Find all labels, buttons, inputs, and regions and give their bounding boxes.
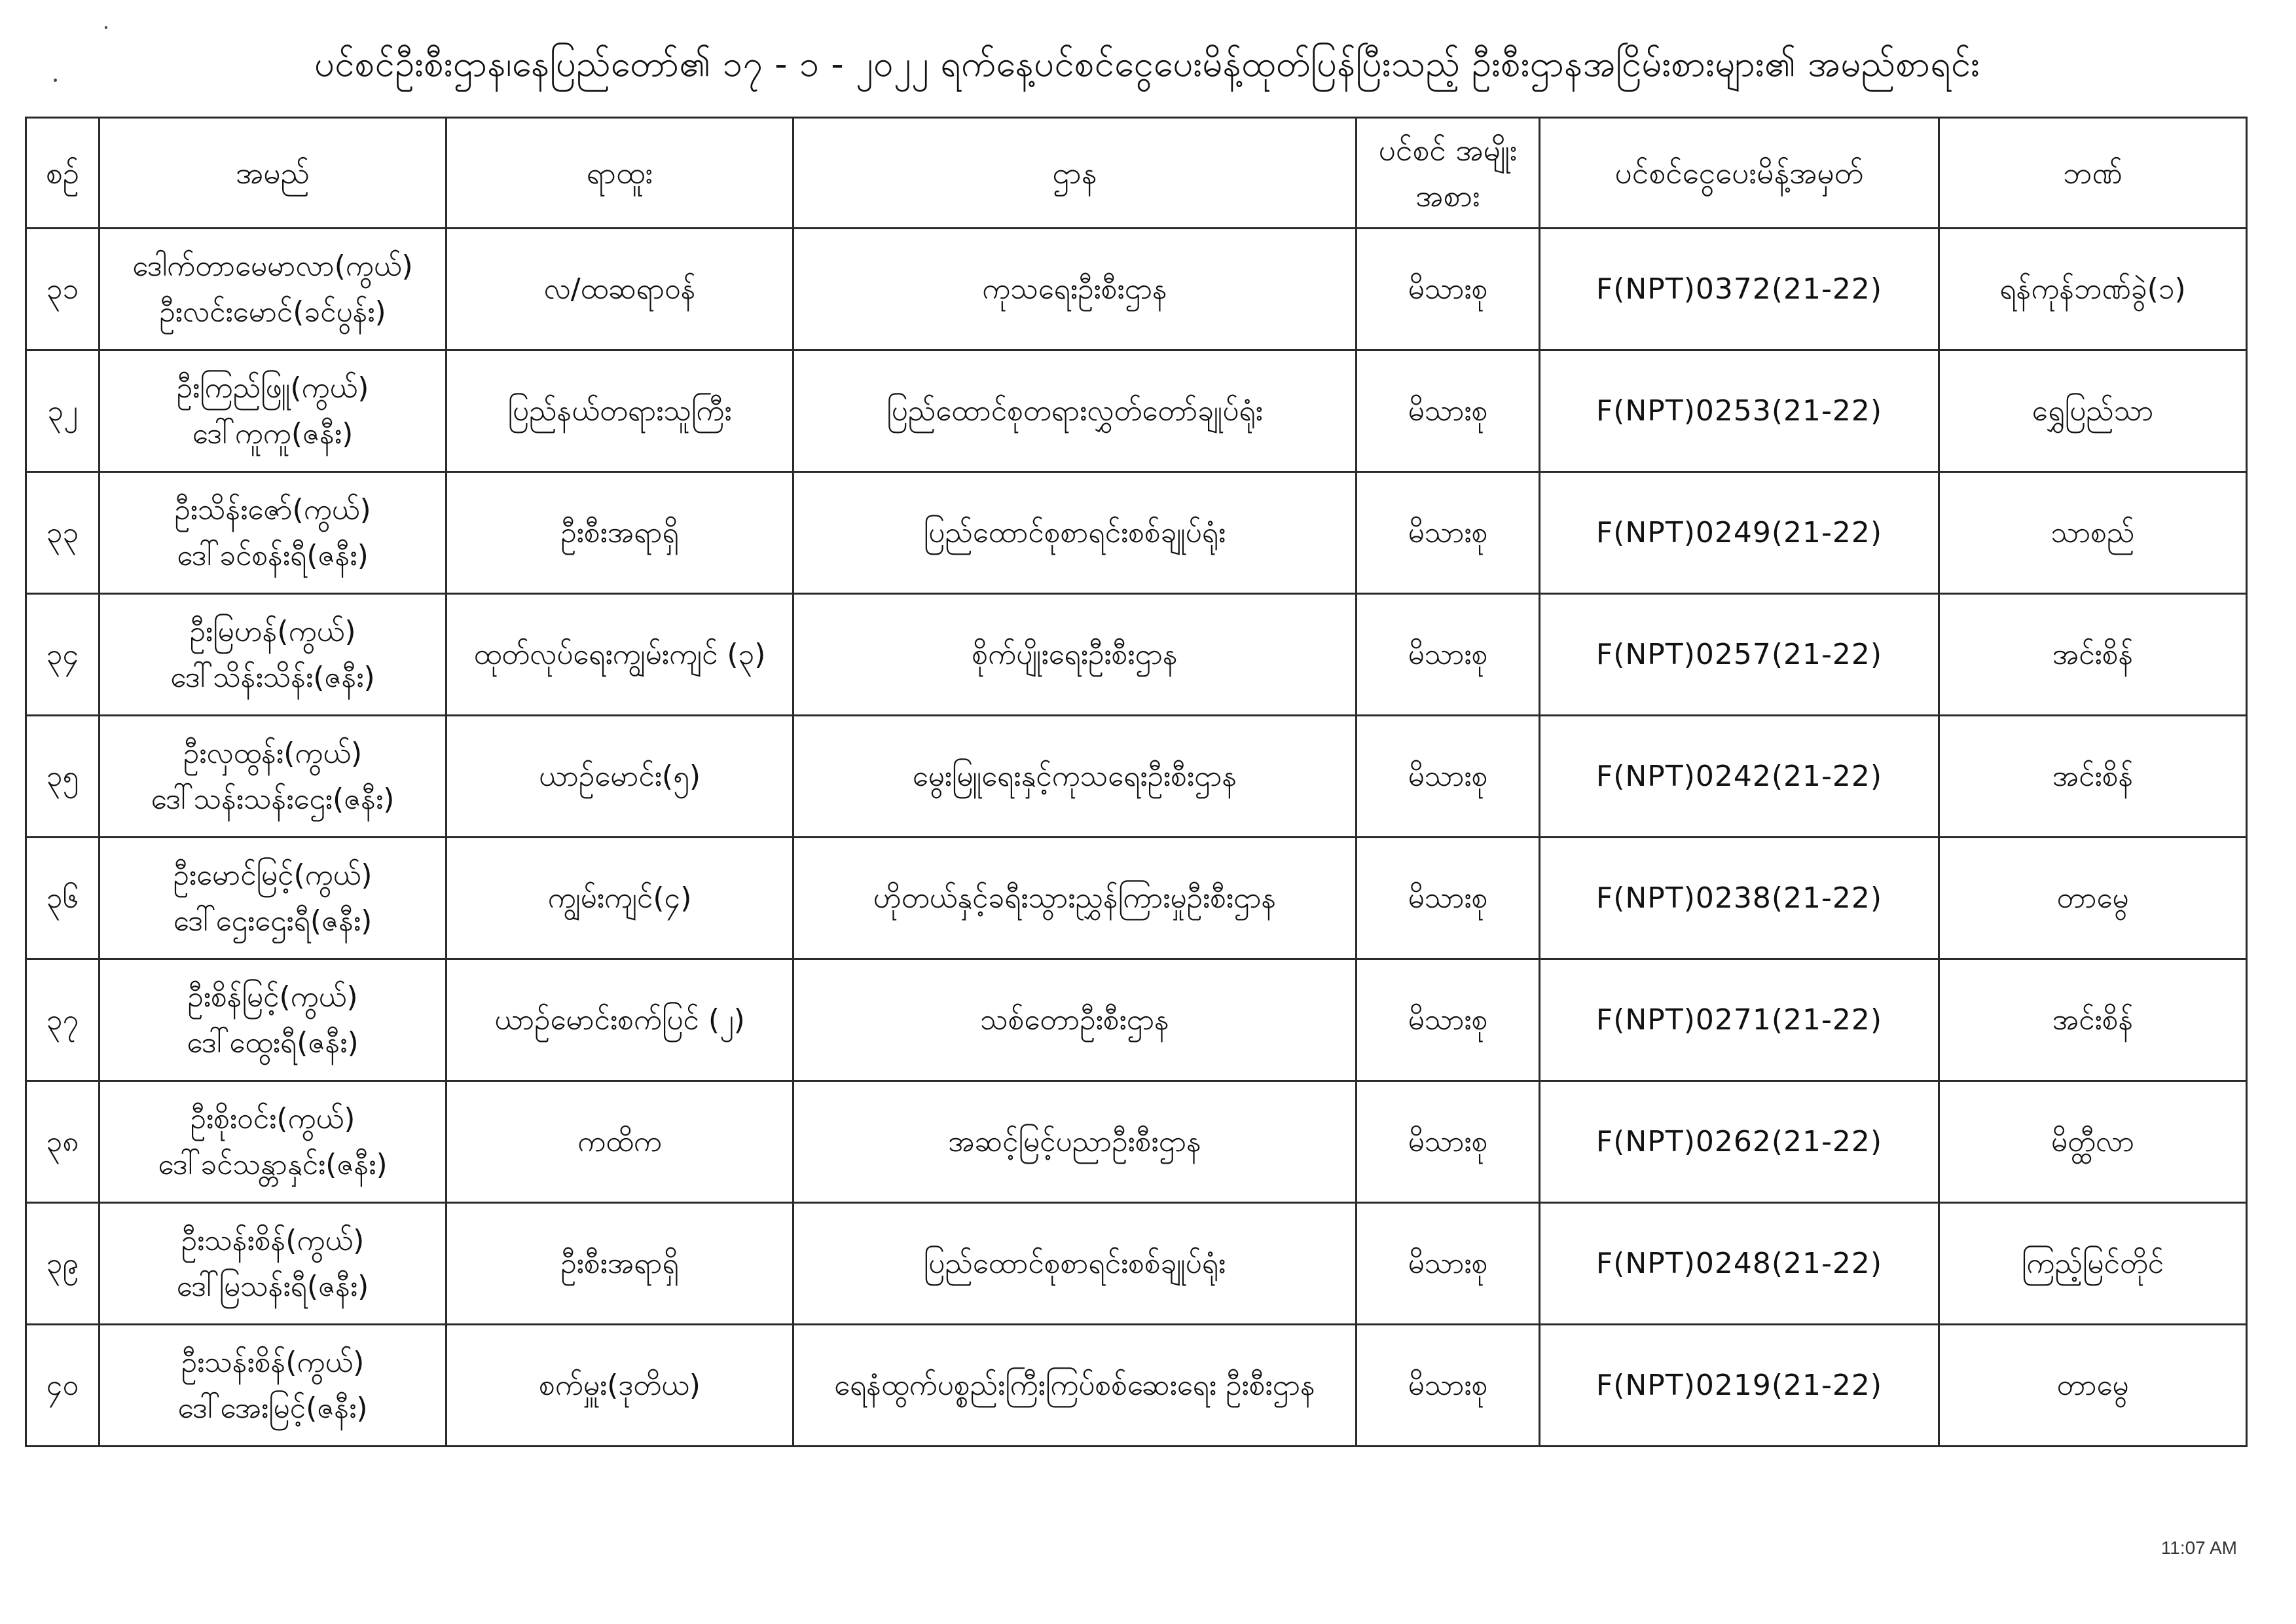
row-order-no: F(NPT)0242(21-22) [1540,716,1939,838]
document-title: ပင်စင်ဦးစီးဌာန၊နေပြည်တော်၏ ၁၇ - ၁ - ၂၀၂၂ ရက်နေ့ပင်စင်ငွေပေးမိန့်ထုတ်ပြန်ပြီးသည့် ဦးစီးဌာနအငြိမ်းစားများ၏ အမည်စာရင်း [314,43,1980,84]
row-pension-type: မိသားစု [1357,1203,1540,1325]
table-row [26,594,2247,716]
row-no: ၃၇ [26,959,100,1081]
beneficiary-name: ဒေါ်ဌေးဌေးရီ(ဇနီး) [173,904,373,938]
table-row [26,472,2247,594]
row-department: ပြည်ထောင်စုစာရင်းစစ်ချုပ်ရုံး [793,1203,1357,1325]
pension-list-table [25,117,2248,1447]
row-pension-type: မိသားစု [1357,716,1540,838]
table-row [26,959,2247,1081]
table-row [26,838,2247,959]
row-order-no: F(NPT)0248(21-22) [1540,1203,1939,1325]
row-order-no: F(NPT)0271(21-22) [1540,959,1939,1081]
table-row [26,1081,2247,1203]
row-department: သစ်တောဦးစီးဌာန [793,959,1357,1081]
row-name [100,594,446,716]
row-pension-type: မိသားစု [1357,594,1540,716]
row-department: အဆင့်မြင့်ပညာဦးစီးဌာန [793,1081,1357,1203]
deceased-name: ဒေါက်တာမေမာလာ(ကွယ်) [132,249,413,283]
row-no: ၃၁ [26,229,100,350]
row-bank: တာမွေ [1939,1325,2247,1447]
row-rank: စက်မှူး(ဒုတိယ) [446,1325,793,1447]
row-order-no: F(NPT)0262(21-22) [1540,1081,1939,1203]
row-bank: အင်းစိန် [1939,594,2247,716]
row-bank: သာစည် [1939,472,2247,594]
footer-timestamp: 11:07 AM [2160,1538,2237,1558]
row-no: ၃၉ [26,1203,100,1325]
beneficiary-name: ဒေါ်အေးမြင့်(ဇနီး) [177,1391,368,1425]
header-pension-type: ပင်စင် အမျိုးအစား [1357,118,1540,229]
deceased-name: ဦးသန်းစိန်(ကွယ်) [181,1223,365,1257]
scan-speck [54,79,57,82]
row-order-no: F(NPT)0219(21-22) [1540,1325,1939,1447]
beneficiary-name: ဦးလင်းမောင်(ခင်ပွန်း) [159,295,386,329]
row-rank: ပြည်နယ်တရားသူကြီး [446,350,793,472]
row-name [100,1325,446,1447]
row-department: မွေးမြူရေးနှင့်ကုသရေးဦးစီးဌာန [793,716,1357,838]
row-rank: ဦးစီးအရာရှိ [446,1203,793,1325]
row-department: ကုသရေးဦးစီးဌာန [793,229,1357,350]
header-rank: ရာထူး [446,118,793,229]
row-name [100,350,446,472]
row-no: ၃၄ [26,594,100,716]
row-rank: ယာဉ်မောင်း(၅) [446,716,793,838]
row-order-no: F(NPT)0249(21-22) [1540,472,1939,594]
deceased-name: ဦးကြည်ဖြူ(ကွယ်) [176,371,369,405]
beneficiary-name: ဒေါ်ခင်စန်းရီ(ဇနီး) [177,538,369,572]
beneficiary-name: ဒေါ်ထွေးရီ(ဇနီး) [187,1025,359,1060]
row-department: ရေနံထွက်ပစ္စည်းကြီးကြပ်စစ်ဆေးရေး ဦးစီးဌာန [793,1325,1357,1447]
row-pension-type: မိသားစု [1357,229,1540,350]
row-no: ၃၅ [26,716,100,838]
beneficiary-name: ဒေါ်ခင်သန္တာနှင်း(ဇနီး) [158,1147,388,1181]
deceased-name: ဦးမြဟန်(ကွယ်) [189,614,356,648]
row-rank: ယာဉ်မောင်းစက်ပြင် (၂) [446,959,793,1081]
row-bank: မိတ္ထီလာ [1939,1081,2247,1203]
beneficiary-name: ဒေါ်ကူကူ(ဇနီး) [192,416,354,451]
row-rank: လ/ထဆရာဝန် [446,229,793,350]
row-order-no: F(NPT)0238(21-22) [1540,838,1939,959]
row-pension-type: မိသားစု [1357,350,1540,472]
row-department: စိုက်ပျိုးရေးဦးစီးဌာန [793,594,1357,716]
deceased-name: ဦးမောင်မြင့်(ကွယ်) [173,858,373,892]
header-no: စဉ် [26,118,100,229]
row-bank: အင်းစိန် [1939,959,2247,1081]
deceased-name: ဦးသန်းစိန်(ကွယ်) [181,1345,365,1379]
row-department: ဟိုတယ်နှင့်ခရီးသွားညွှန်ကြားမှုဦးစီးဌာန [793,838,1357,959]
row-bank: ရွှေပြည်သာ [1939,350,2247,472]
beneficiary-name: ဒေါ်သိန်းသိန်း(ဇနီး) [170,660,375,694]
row-name [100,229,446,350]
row-pension-type: မိသားစု [1357,1081,1540,1203]
header-name: အမည် [100,118,446,229]
scan-speck [105,26,107,29]
row-rank: ထုတ်လုပ်ရေးကျွမ်းကျင် (၃) [446,594,793,716]
table-row [26,1325,2247,1447]
row-name [100,959,446,1081]
row-pension-type: မိသားစု [1357,1325,1540,1447]
table-row [26,350,2247,472]
table-header-row [26,118,2247,229]
row-order-no: F(NPT)0253(21-22) [1540,350,1939,472]
row-rank: ကထိက [446,1081,793,1203]
row-pension-type: မိသားစု [1357,959,1540,1081]
row-order-no: F(NPT)0372(21-22) [1540,229,1939,350]
row-no: ၃၃ [26,472,100,594]
table-row [26,229,2247,350]
table-row [26,716,2247,838]
row-no: ၃၆ [26,838,100,959]
header-department: ဌာန [793,118,1357,229]
deceased-name: ဦးလှထွန်း(ကွယ်) [183,736,363,770]
header-bank: ဘဏ် [1939,118,2247,229]
table-row [26,1203,2247,1325]
row-order-no: F(NPT)0257(21-22) [1540,594,1939,716]
deceased-name: ဦးသိန်းဇော်(ကွယ်) [174,492,371,526]
row-department: ပြည်ထောင်စုတရားလွှတ်တော်ချုပ်ရုံး [793,350,1357,472]
row-no: ၃၈ [26,1081,100,1203]
beneficiary-name: ဒေါ်သန်းသန်းဌေး(ဇနီး) [151,782,395,816]
row-department: ပြည်ထောင်စုစာရင်းစစ်ချုပ်ရုံး [793,472,1357,594]
row-name [100,1081,446,1203]
row-name [100,1203,446,1325]
row-name [100,472,446,594]
row-rank: ကျွမ်းကျင်(၄) [446,838,793,959]
row-no: ၃၂ [26,350,100,472]
row-bank: တာမွေ [1939,838,2247,959]
deceased-name: ဦးစိန်မြင့်(ကွယ်) [187,980,358,1014]
deceased-name: ဦးစိုးဝင်း(ကွယ်) [190,1101,355,1135]
row-bank: အင်းစိန် [1939,716,2247,838]
row-bank: ကြည့်မြင်တိုင် [1939,1203,2247,1325]
beneficiary-name: ဒေါ်မြသန်းရီ(ဇနီး) [176,1269,369,1303]
row-no: ၄၀ [26,1325,100,1447]
row-pension-type: မိသားစု [1357,838,1540,959]
row-rank: ဦးစီးအရာရှိ [446,472,793,594]
row-pension-type: မိသားစု [1357,472,1540,594]
row-name [100,716,446,838]
row-bank: ရန်ကုန်ဘဏ်ခွဲ(၁) [1939,229,2247,350]
row-name [100,838,446,959]
header-order-no: ပင်စင်ငွေပေးမိန့်အမှတ် [1540,118,1939,229]
